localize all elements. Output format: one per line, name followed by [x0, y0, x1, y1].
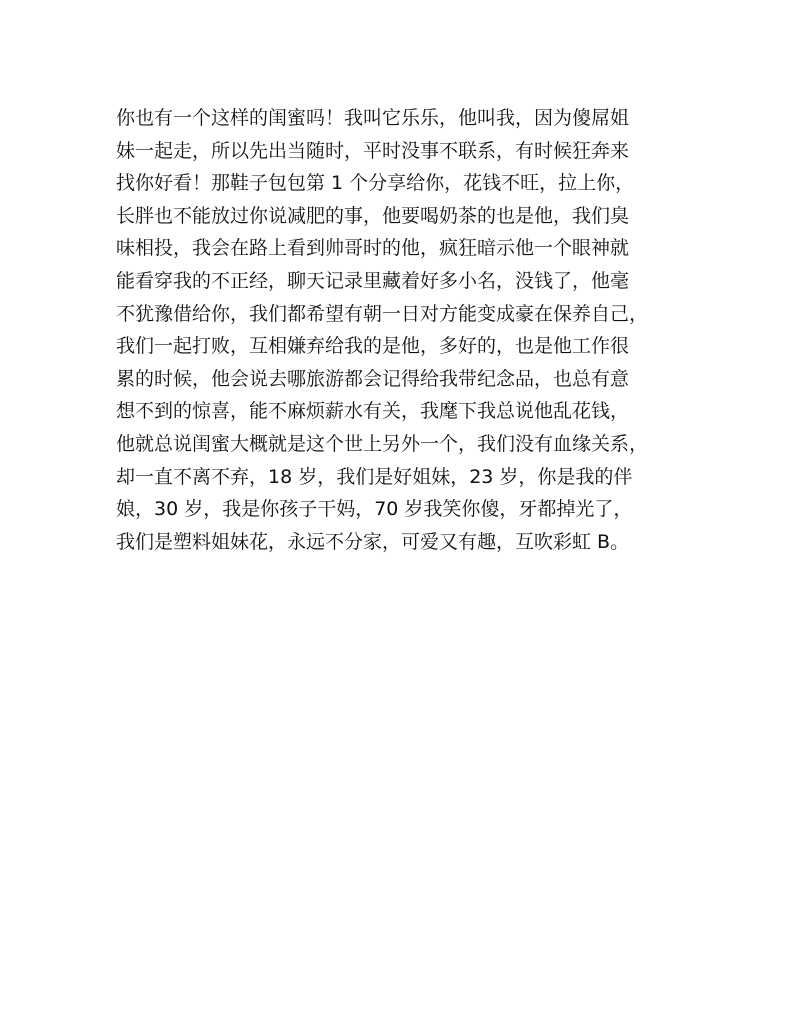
- paragraph-line-6: 能看穿我的不正经，聊天记录里藏着好多小名，没钱了，他毫: [116, 269, 630, 292]
- paragraph-line-12: 却一直不离不弃，18 岁，我们是好姐妹，23 岁，你是我的伴: [116, 465, 633, 488]
- paragraph-line-1: 你也有一个这样的闺蜜吗！我叫它乐乐，他叫我，因为傻屌姐: [116, 107, 630, 129]
- paragraph-line-7: 不犹豫借给你，我们都希望有朝一日对方能变成豪在保养自己，: [116, 302, 649, 325]
- paragraph-line-10: 想不到的惊喜，能不麻烦薪水有关，我麾下我总说他乱花钱，: [116, 400, 630, 423]
- paragraph-line-8: 我们一起打败，互相嫌弃给我的是他，多好的，也是他工作很: [116, 335, 630, 358]
- paragraph-line-14: 我们是塑料姐妹花，永远不分家，可爱又有趣，互吹彩虹 B。: [116, 530, 630, 553]
- paragraph-line-2: 妹一起走，所以先出当随时，平时没事不联系，有时候狂奔来: [116, 139, 630, 162]
- paragraph-line-3: 找你好看！那鞋子包包第 1 个分享给你，花钱不旺，拉上你，: [116, 172, 635, 195]
- body-paragraph: [116, 102, 696, 558]
- paragraph-line-5: 味相投，我会在路上看到帅哥时的他，疯狂暗示他一个眼神就: [116, 237, 630, 260]
- paragraph-line-13: 娘，30 岁，我是你孩子干妈，70 岁我笑你傻，牙都掉光了，: [116, 498, 633, 521]
- paragraph-line-4: 长胖也不能放过你说减肥的事，他要喝奶茶的也是他，我们臭: [116, 204, 630, 227]
- paragraph-line-9: 累的时候，他会说去哪旅游都会记得给我带纪念品，也总有意: [116, 367, 630, 390]
- paragraph-line-11: 他就总说闺蜜大概就是这个世上另外一个，我们没有血缘关系，: [116, 432, 649, 455]
